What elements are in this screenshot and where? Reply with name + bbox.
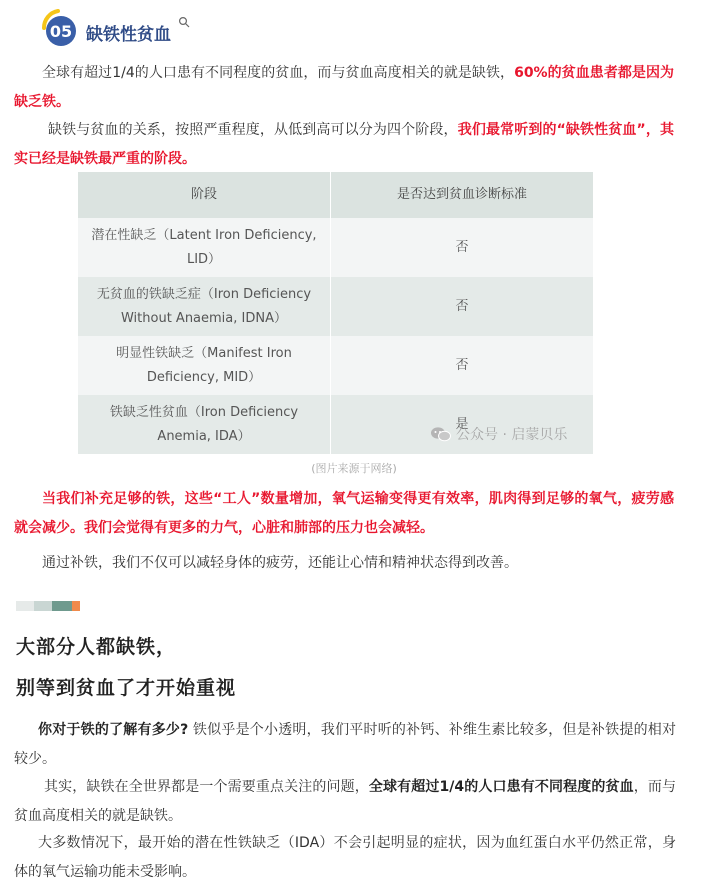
intro-p2-highlight: 我们最常听到的“缺铁性贫血”，其实已经是缺铁最严重的阶段。	[14, 122, 674, 167]
wechat-icon	[430, 426, 452, 442]
body-paragraph-3	[14, 829, 676, 887]
table-cell-stage: 潜在性缺乏（Latent Iron Deficiency, LID）	[78, 218, 331, 277]
body-paragraph-2	[14, 773, 676, 831]
body-p6-text: 其实，缺铁在全世界都是一个需要重点关注的问题，	[44, 779, 369, 795]
intro-paragraph-2	[14, 116, 674, 174]
section-title: 缺铁性贫血	[86, 25, 171, 45]
magnifier-icon	[178, 16, 190, 28]
table-header-anemia: 是否达到贫血诊断标准	[331, 172, 594, 218]
image-caption: (图片来源于网络)	[311, 462, 397, 475]
watermark	[430, 424, 567, 444]
divider-segment-1	[16, 601, 34, 611]
divider-segment-2	[34, 601, 52, 611]
table-cell-anemia: 否	[331, 336, 594, 395]
divider-segment-4	[72, 601, 80, 611]
intro-paragraph-1	[14, 59, 674, 117]
table-row	[78, 218, 594, 277]
body-p6-tail: ，而与贫血高度相关的就是缺铁。	[14, 779, 677, 824]
watermark-text: 公众号 · 启蒙贝乐	[456, 427, 568, 443]
heading-line-1: 大部分人都缺铁，	[16, 636, 177, 658]
iron-deficiency-stage-table	[78, 172, 594, 454]
body-p5-text: 铁似乎是个小透明，我们平时听的补钙、补维生素比较多，但是补铁提的相对较少。	[14, 722, 676, 767]
table-cell-anemia: 否	[331, 218, 594, 277]
heading-line-2: 别等到贫血了才开始重视	[16, 677, 237, 699]
table-row	[78, 336, 594, 395]
table-cell-anemia: 是	[331, 395, 594, 454]
body-p7-text: 大多数情况下，最开始的潜在性铁缺乏（IDA）不会引起明显的症状，因为血红蛋白水平仍然正常，身体的氧气运输功能未受影响。	[14, 835, 676, 880]
table-cell-stage: 铁缺乏性贫血（Iron Deficiency Anemia, IDA）	[78, 395, 331, 454]
body-paragraph-1	[14, 716, 676, 774]
body-p5-bold: 你对于铁的了解有多少?	[38, 722, 189, 738]
table-header-row	[78, 172, 594, 218]
table-cell-stage: 无贫血的铁缺乏症（Iron Deficiency Without Anaemia, IDNA）	[78, 277, 331, 336]
intro-p1-text: 全球有超过1/4的人口患有不同程度的贫血，而与贫血高度相关的就是缺铁，	[42, 65, 515, 81]
body-p6-bold: 全球有超过1/4的人口患有不同程度的贫血	[368, 779, 634, 795]
benefit-paragraph-2: 通过补铁，我们不仅可以减轻身体的疲劳，还能让心情和精神状态得到改善。	[42, 555, 518, 571]
intro-p2-text: 缺铁与贫血的关系，按照严重程度，从低到高可以分为四个阶段，	[48, 122, 458, 138]
intro-p1-highlight: 60%的贫血患者都是因为缺乏铁。	[14, 65, 675, 110]
section-header	[38, 6, 338, 50]
table-cell-stage: 明显性铁缺乏（Manifest Iron Deficiency, MID）	[78, 336, 331, 395]
section-number-badge: 05	[46, 16, 76, 46]
benefit-paragraph: 当我们补充足够的铁，这些“工人”数量增加，氧气运输变得更有效率，肌肉得到足够的氧气，疲劳感就会减少。我们会觉得有更多的力气，心脏和肺部的压力也会减轻。	[14, 491, 674, 536]
table-row	[78, 277, 594, 336]
table-header-stage: 阶段	[78, 172, 331, 218]
divider-segment-3	[52, 601, 72, 611]
table-cell-anemia: 否	[331, 277, 594, 336]
